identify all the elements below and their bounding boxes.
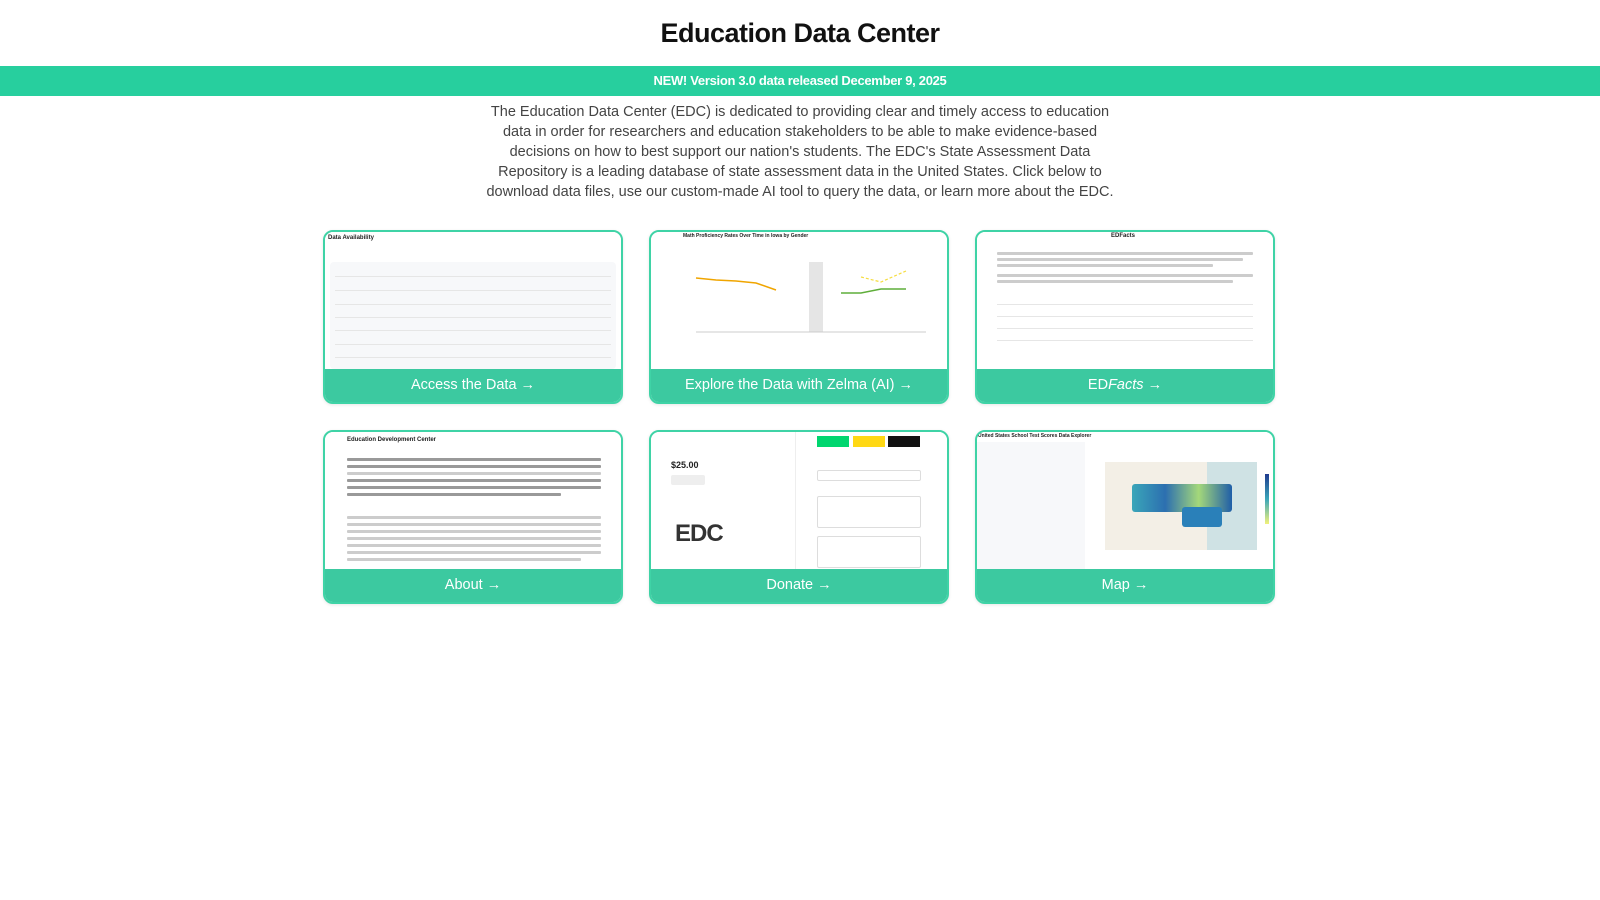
edfacts-button[interactable]: EDFacts → [977, 369, 1273, 402]
map-thumbnail [977, 432, 1273, 569]
thumb-title: Education Development Center [347, 437, 437, 443]
thumb-title: United States School Test Scores Data Explorer [978, 433, 1092, 439]
arrow-right-icon: → [1147, 377, 1163, 393]
card-grid [323, 230, 1275, 604]
thumb-title: Math Proficiency Rates Over Time in Iowa by Gender [683, 233, 809, 239]
access-data-card[interactable] [323, 230, 623, 404]
about-thumbnail [325, 432, 621, 569]
page-title: Education Data Center [660, 18, 940, 48]
thumb-title: Data Availability [328, 235, 374, 241]
donation-amount: $25.00 [671, 460, 699, 470]
arrow-right-icon: → [520, 377, 536, 393]
explore-zelma-card[interactable] [649, 230, 949, 404]
edc-logo: EDC [675, 520, 723, 547]
edfacts-thumbnail [977, 232, 1273, 369]
donate-button[interactable]: Donate → [651, 569, 947, 602]
line-chart-icon [681, 252, 931, 367]
about-button[interactable]: About → [325, 569, 621, 602]
map-card[interactable] [975, 430, 1275, 604]
intro-text: The Education Data Center (EDC) is dedicated to providing clear and timely access to education data in order for researchers and education stakeholders to be able to make evidence-based decisions on how to best support our nation's students. The EDC's State Assessment Data Repository is a leading database of state assessment data in the United States. Click below to download data files, use our custom-made AI tool to query the data, or learn more about the EDC. [486, 104, 1114, 200]
explore-zelma-button[interactable]: Explore the Data with Zelma (AI) → [651, 369, 947, 402]
arrow-right-icon: → [898, 377, 914, 393]
arrow-right-icon: → [817, 577, 832, 593]
data-availability-thumbnail [325, 232, 621, 369]
edfacts-card[interactable] [975, 230, 1275, 404]
arrow-right-icon: → [486, 577, 502, 593]
announcement-banner: NEW! Version 3.0 data released December 9, 2025 [0, 66, 1600, 96]
map-button[interactable]: Map → [977, 569, 1273, 602]
thumb-title: EDFacts [1111, 233, 1136, 239]
donate-card[interactable] [649, 430, 949, 604]
arrow-right-icon: → [1133, 577, 1149, 593]
donate-thumbnail [651, 432, 947, 569]
chart-thumbnail [651, 232, 947, 369]
access-data-button[interactable]: Access the Data → [325, 369, 621, 402]
about-card[interactable] [323, 430, 623, 604]
